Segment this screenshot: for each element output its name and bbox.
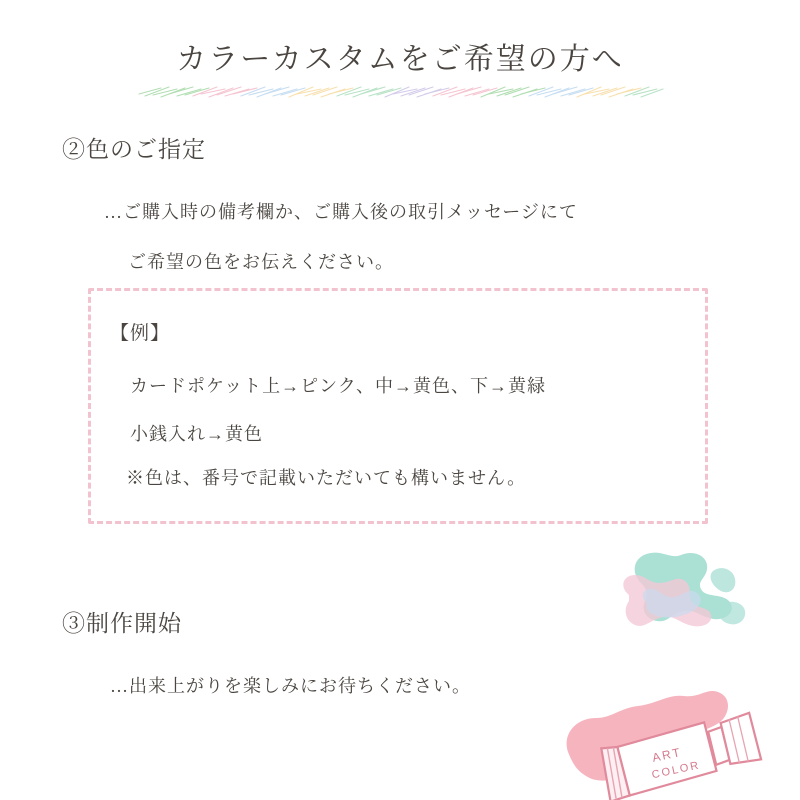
paint-tube-icon <box>560 660 795 800</box>
rainbow-crayon-underline-icon <box>135 82 665 102</box>
section-2-line-2: ご希望の色をお伝えください。 <box>128 252 394 272</box>
example-line-1: カードポケット上→ピンク、中→黄色、下→黄緑 <box>130 376 547 396</box>
paint-tube-label-line1: ART <box>650 744 684 765</box>
example-label: 【例】 <box>110 323 171 344</box>
paint-tube-label-line2: COLOR <box>650 759 702 782</box>
example-line-2: 小銭入れ→黄色 <box>130 424 263 444</box>
section-heading-2: ②色のご指定 <box>62 137 206 162</box>
watercolor-splotch-icon <box>585 525 770 645</box>
example-line-3: ※色は、番号で記載いただいても構いません。 <box>126 468 527 488</box>
section-3-line-1: …出来上がりを楽しみにお待ちください。 <box>110 676 471 696</box>
page-title: カラーカスタムをご希望の方へ <box>176 43 624 76</box>
section-heading-3: ③制作開始 <box>62 611 182 636</box>
section-2-line-1: …ご購入時の備考欄か、ご購入後の取引メッセージにて <box>104 202 578 222</box>
